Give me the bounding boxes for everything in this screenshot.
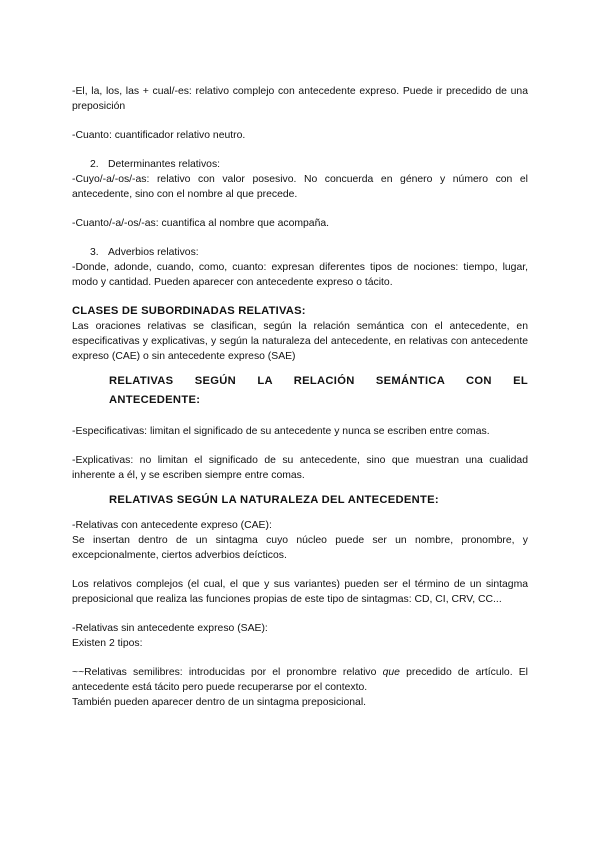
paragraph-relativos-complejos: Los relativos complejos (el cual, el que y sus variantes) pueden ser el término de un sintagma preposicional que realiza las funciones propias de este tipo de sintagmas: CD, CI, CRV, CC... [72, 579, 528, 605]
heading-relacion-semantica [72, 372, 528, 410]
list-item-adverbios [72, 245, 528, 260]
text-segment: ~~Relativas semilibres: introducidas por el pronombre relativo [72, 667, 383, 678]
paragraph-cae-title: -Relativas con antecedente expreso (CAE): [72, 520, 272, 531]
paragraph-especificativas: -Especificativas: limitan el significado de su antecedente y nunca se escriben entre comas. [72, 426, 490, 437]
list-label: Adverbios relativos: [108, 247, 199, 258]
heading-line-1: RELATIVAS SEGÚN LA RELACIÓN SEMÁNTICA CON EL [109, 375, 528, 387]
paragraph-el-cual: -El, la, los, las + cual/-es: relativo complejo con antecedente expreso. Puede ir precedido de una preposición [72, 86, 528, 112]
paragraph-cuyo: -Cuyo/-a/-os/-as: relativo con valor posesivo. No concuerda en género y número con el antecedente, sino con el nombre al que precede. [72, 174, 528, 200]
list-number: 3. [90, 247, 99, 258]
paragraph-semilibres [72, 665, 528, 695]
list-item-determinantes [72, 157, 528, 172]
paragraph-sae-tipos: Existen 2 tipos: [72, 638, 143, 649]
heading-clases: CLASES DE SUBORDINADAS RELATIVAS: [72, 305, 306, 317]
paragraph-sintagma-prep: También pueden aparecer dentro de un sintagma preposicional. [72, 697, 367, 708]
paragraph-donde: -Donde, adonde, cuando, como, cuanto: expresan diferentes tipos de nociones: tiempo, lugar, modo y cantidad. Pueden aparecer con antecedente expreso o tácito. [72, 262, 528, 288]
italic-que: que [382, 667, 400, 678]
document-body [72, 84, 528, 710]
paragraph-cuanto: -Cuanto: cuantificador relativo neutro. [72, 130, 246, 141]
paragraph-cae-body: Se insertan dentro de un sintagma cuyo núcleo puede ser un nombre, pronombre, y excepcionalmente, ciertos adverbios deícticos. [72, 535, 528, 561]
paragraph-cuanto-det: -Cuanto/-a/-os/-as: cuantifica al nombre que acompaña. [72, 218, 330, 229]
paragraph-explicativas: -Explicativas: no limitan el significado de su antecedente, sino que muestran una cualidad inherente a él, y se escriben siempre entre comas. [72, 455, 528, 481]
list-number: 2. [90, 159, 99, 170]
heading-line-2: ANTECEDENTE: [109, 394, 201, 406]
paragraph-clasificacion: Las oraciones relativas se clasifican, según la relación semántica con el antecedente, en especificativas y explicativas, y según la naturaleza del antecedente, en relativas con antecedente expreso (CAE) o sin antecedente expreso (SAE) [72, 321, 528, 362]
text-segment: precedido de artículo. El antecedente está tácito pero puede recuperarse por el contexto. [72, 667, 528, 693]
list-label: Determinantes relativos: [108, 159, 221, 170]
paragraph-sae-title: -Relativas sin antecedente expreso (SAE): [72, 623, 268, 634]
heading-naturaleza: RELATIVAS SEGÚN LA NATURALEZA DEL ANTECEDENTE: [109, 494, 439, 506]
